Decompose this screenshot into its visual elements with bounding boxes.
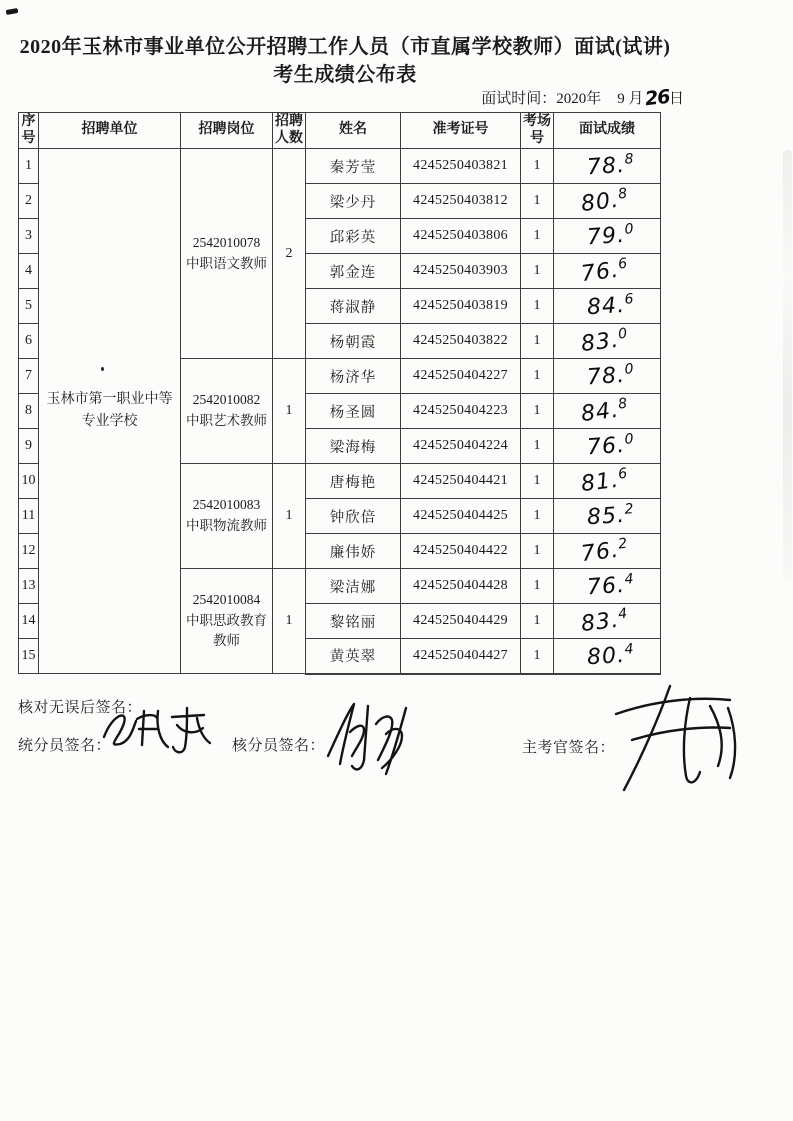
handwritten-score xyxy=(579,186,629,218)
score-decimal: 2 xyxy=(623,501,634,518)
score-main: 78. xyxy=(585,152,626,181)
col-header-position: 招聘岗位 xyxy=(181,113,273,149)
headcount-cell: 1 xyxy=(273,359,306,464)
score-decimal: 0 xyxy=(623,361,634,378)
scan-edge-smudge xyxy=(783,150,792,580)
headcount-cell: 1 xyxy=(273,464,306,569)
position-cell xyxy=(181,359,273,464)
candidate-name: 杨济华 xyxy=(306,359,401,394)
score-main: 84. xyxy=(585,292,626,321)
row-index: 8 xyxy=(19,394,39,429)
candidate-name: 郭金连 xyxy=(306,254,401,289)
score-decimal: 4 xyxy=(616,605,628,623)
candidate-name: 唐梅艳 xyxy=(306,464,401,499)
handwritten-score xyxy=(586,571,635,600)
score-cell xyxy=(554,429,661,464)
room-number: 1 xyxy=(521,604,554,639)
score-main: 84. xyxy=(579,397,621,428)
score-decimal: 8 xyxy=(616,395,628,413)
candidate-name: 黄英翠 xyxy=(306,639,401,674)
interview-time-prefix: 面试时间：2020年 xyxy=(481,91,602,107)
ticket-number: 4245250404421 xyxy=(401,464,521,499)
handwritten-score xyxy=(579,396,629,428)
score-cell xyxy=(554,534,661,569)
candidate-name: 梁洁娜 xyxy=(306,569,401,604)
candidate-name: 邱彩英 xyxy=(306,219,401,254)
room-number: 1 xyxy=(521,184,554,219)
score-main: 76. xyxy=(579,537,621,568)
handwritten-score xyxy=(586,291,635,320)
score-main: 76. xyxy=(579,257,621,288)
examiner-signature xyxy=(588,680,758,798)
score-cell xyxy=(554,464,661,499)
row-index: 9 xyxy=(19,429,39,464)
row-index: 2 xyxy=(19,184,39,219)
score-cell xyxy=(554,604,661,639)
title-line-1: 2020年玉林市事业单位公开招聘工作人员（市直属学校教师）面试(试讲) xyxy=(19,36,671,58)
ticket-number: 4245250404422 xyxy=(401,534,521,569)
room-number: 1 xyxy=(521,254,554,289)
table-row xyxy=(19,149,661,184)
score-decimal: 0 xyxy=(623,431,634,448)
recruiting-unit: 玉林市第一职业中等专业学校 xyxy=(46,392,173,429)
candidate-name: 钟欣倍 xyxy=(306,499,401,534)
score-cell xyxy=(554,254,661,289)
score-main: 80. xyxy=(585,642,626,671)
room-number: 1 xyxy=(521,324,554,359)
handwritten-score xyxy=(586,221,635,250)
room-number: 1 xyxy=(521,394,554,429)
handwritten-score xyxy=(579,606,629,638)
score-main: 80. xyxy=(579,187,621,218)
score-cell xyxy=(554,499,661,534)
table-body xyxy=(19,149,661,674)
position-cell xyxy=(181,569,273,674)
col-header-name: 姓名 xyxy=(306,113,401,149)
position-title: 中职思政教育教师 xyxy=(186,612,267,649)
position-title: 中职物流教师 xyxy=(186,518,267,533)
room-number: 1 xyxy=(521,359,554,394)
row-index: 5 xyxy=(19,289,39,324)
room-number: 1 xyxy=(521,149,554,184)
headcount-cell: 2 xyxy=(273,149,306,359)
headcount-cell: 1 xyxy=(273,569,306,674)
col-header-room: 考场号 xyxy=(521,113,554,149)
handwritten-score xyxy=(579,536,629,568)
stray-dot-mark xyxy=(101,367,104,371)
scan-corner-mark xyxy=(6,8,19,15)
score-main: 83. xyxy=(579,327,621,358)
row-index: 1 xyxy=(19,149,39,184)
ticket-number: 4245250404429 xyxy=(401,604,521,639)
row-index: 7 xyxy=(19,359,39,394)
examiner-signature-label: 主考官签名： xyxy=(522,740,616,756)
position-cell xyxy=(181,149,273,359)
score-cell xyxy=(554,289,661,324)
handwritten-score xyxy=(579,256,629,288)
ticket-number: 4245250404427 xyxy=(401,639,521,674)
handwritten-score xyxy=(586,431,635,460)
handwritten-score xyxy=(586,361,635,390)
score-main: 78. xyxy=(585,362,626,391)
candidate-name: 蒋淑静 xyxy=(306,289,401,324)
score-decimal: 6 xyxy=(616,465,628,483)
score-cell xyxy=(554,219,661,254)
row-index: 11 xyxy=(19,499,39,534)
room-number: 1 xyxy=(521,639,554,674)
ticket-number: 4245250403806 xyxy=(401,219,521,254)
score-main: 83. xyxy=(579,607,621,638)
ticket-number: 4245250404223 xyxy=(401,394,521,429)
score-main: 81. xyxy=(579,467,621,498)
handwritten-score xyxy=(586,151,635,180)
verify-signature xyxy=(320,698,416,778)
row-index: 15 xyxy=(19,639,39,674)
check-signature-label: 核对无误后签名： xyxy=(18,700,143,716)
score-main: 76. xyxy=(585,432,626,461)
score-cell xyxy=(554,359,661,394)
score-cell xyxy=(554,149,661,184)
score-cell xyxy=(554,569,661,604)
row-index: 14 xyxy=(19,604,39,639)
row-index: 13 xyxy=(19,569,39,604)
score-table xyxy=(18,112,661,675)
room-number: 1 xyxy=(521,499,554,534)
position-code: 2542010084 xyxy=(192,591,261,607)
ticket-number: 4245250403903 xyxy=(401,254,521,289)
handwritten-score xyxy=(586,501,635,530)
recruiting-unit-cell xyxy=(39,149,181,674)
score-decimal: 0 xyxy=(623,221,634,238)
handwritten-score xyxy=(579,326,629,358)
document-title xyxy=(0,33,690,89)
position-title: 中职语文教师 xyxy=(186,255,267,271)
score-decimal: 6 xyxy=(623,291,634,308)
row-index: 6 xyxy=(19,324,39,359)
score-decimal: 8 xyxy=(616,185,628,203)
score-decimal: 6 xyxy=(616,255,628,273)
candidate-name: 黎铭丽 xyxy=(306,604,401,639)
row-index: 12 xyxy=(19,534,39,569)
tally-signature xyxy=(98,703,216,761)
score-decimal: 4 xyxy=(623,571,634,588)
score-main: 85. xyxy=(585,502,626,531)
score-cell xyxy=(554,639,661,674)
score-decimal: 4 xyxy=(623,640,634,658)
ticket-number: 4245250403822 xyxy=(401,324,521,359)
room-number: 1 xyxy=(521,569,554,604)
col-header-score: 面试成绩 xyxy=(554,113,661,149)
row-index: 3 xyxy=(19,219,39,254)
handwritten-score xyxy=(586,641,635,670)
col-header-headcount: 招聘人数 xyxy=(273,113,306,149)
score-cell xyxy=(554,394,661,429)
interview-day-suffix: 日 xyxy=(668,91,684,107)
position-code: 2542010083 xyxy=(192,497,261,513)
candidate-name: 杨朝霞 xyxy=(306,324,401,359)
position-code: 2542010078 xyxy=(192,234,261,250)
candidate-name: 梁少丹 xyxy=(306,184,401,219)
col-header-ticket: 准考证号 xyxy=(401,113,521,149)
ticket-number: 4245250404227 xyxy=(401,359,521,394)
room-number: 1 xyxy=(521,429,554,464)
ticket-number: 4245250403819 xyxy=(401,289,521,324)
position-title: 中职艺术教师 xyxy=(186,413,267,428)
handwritten-day: 26 xyxy=(643,85,671,111)
room-number: 1 xyxy=(521,289,554,324)
interview-month: 9 月 xyxy=(617,91,644,107)
table-header xyxy=(19,113,661,149)
title-line-2: 考生成绩公布表 xyxy=(273,64,417,86)
room-number: 1 xyxy=(521,534,554,569)
candidate-name: 秦芳莹 xyxy=(306,149,401,184)
col-header-unit: 招聘单位 xyxy=(39,113,181,149)
ticket-number: 4245250404428 xyxy=(401,569,521,604)
ticket-number: 4245250403812 xyxy=(401,184,521,219)
row-index: 10 xyxy=(19,464,39,499)
ticket-number: 4245250404224 xyxy=(401,429,521,464)
score-cell xyxy=(554,324,661,359)
score-main: 76. xyxy=(585,572,626,601)
verify-signature-label: 核分员签名： xyxy=(232,738,326,754)
candidate-name: 杨圣圆 xyxy=(306,394,401,429)
position-cell xyxy=(181,464,273,569)
interview-time-line xyxy=(0,85,684,111)
tally-signature-label: 统分员签名： xyxy=(18,738,112,754)
score-decimal: 8 xyxy=(623,151,634,168)
candidate-name: 廉伟娇 xyxy=(306,534,401,569)
row-index: 4 xyxy=(19,254,39,289)
room-number: 1 xyxy=(521,464,554,499)
score-decimal: 2 xyxy=(616,535,628,553)
score-main: 79. xyxy=(585,222,626,251)
position-code: 2542010082 xyxy=(192,392,261,408)
room-number: 1 xyxy=(521,219,554,254)
ticket-number: 4245250403821 xyxy=(401,149,521,184)
score-decimal: 0 xyxy=(616,325,628,343)
score-cell xyxy=(554,184,661,219)
candidate-name: 梁海梅 xyxy=(306,429,401,464)
col-header-index: 序号 xyxy=(19,113,39,149)
header-row xyxy=(19,113,661,149)
ticket-number: 4245250404425 xyxy=(401,499,521,534)
handwritten-score xyxy=(579,466,629,498)
